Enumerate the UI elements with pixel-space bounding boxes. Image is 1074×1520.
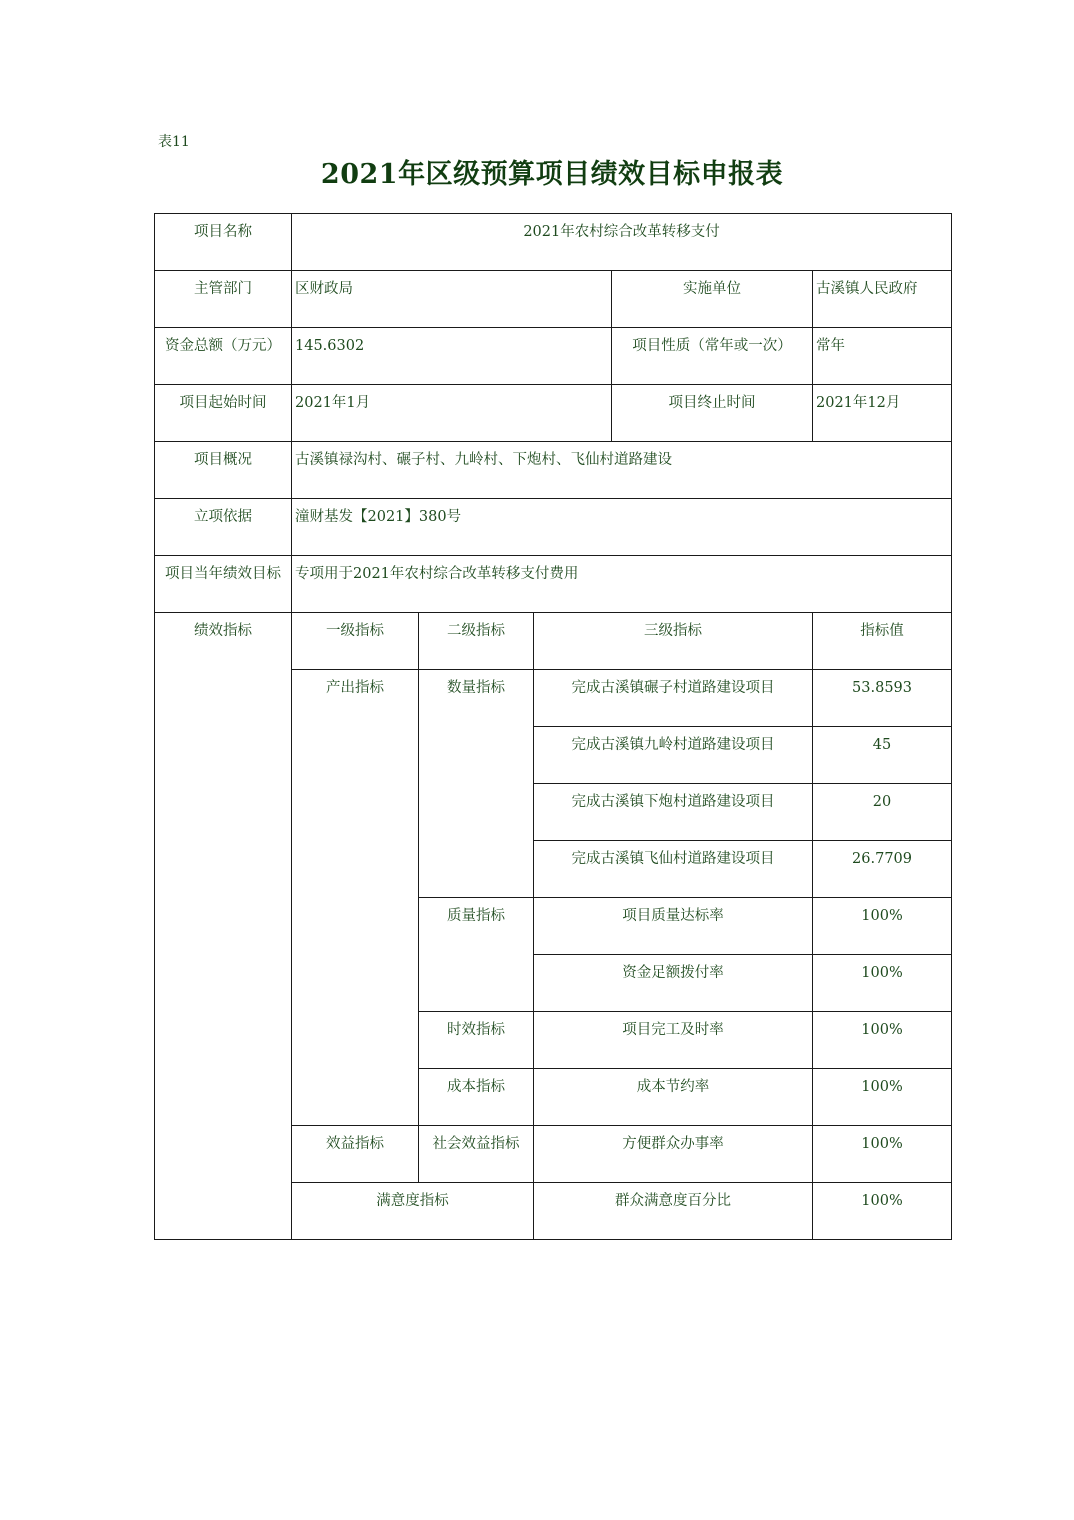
header-level1: 一级指标 — [292, 613, 419, 670]
label-project-name: 项目名称 — [155, 214, 292, 271]
cell-indicator-name: 完成古溪镇飞仙村道路建设项目 — [534, 841, 813, 898]
cell-indicator-name: 成本节约率 — [534, 1069, 813, 1126]
cell-quantity-indicator: 数量指标 — [419, 670, 534, 898]
label-department: 主管部门 — [155, 271, 292, 328]
label-implementing-unit: 实施单位 — [612, 271, 813, 328]
label-start-time: 项目起始时间 — [155, 385, 292, 442]
label-fund-total: 资金总额（万元） — [155, 328, 292, 385]
row-department — [155, 271, 952, 328]
cell-satisfaction-indicator: 满意度指标 — [292, 1183, 534, 1240]
value-implementing-unit: 古溪镇人民政府 — [813, 271, 952, 328]
cell-indicator-name: 完成古溪镇下炮村道路建设项目 — [534, 784, 813, 841]
header-value: 指标值 — [813, 613, 952, 670]
cell-indicator-value: 45 — [813, 727, 952, 784]
cell-indicator-value: 100% — [813, 1012, 952, 1069]
cell-indicator-name: 项目完工及时率 — [534, 1012, 813, 1069]
cell-output-indicator: 产出指标 — [292, 670, 419, 1126]
performance-target-form — [154, 213, 952, 1240]
cell-indicator-value: 53.8593 — [813, 670, 952, 727]
row-basis — [155, 499, 952, 556]
cell-indicator-value: 100% — [813, 1126, 952, 1183]
cell-benefit-indicator: 效益指标 — [292, 1126, 419, 1183]
cell-timeliness-indicator: 时效指标 — [419, 1012, 534, 1069]
cell-quality-indicator: 质量指标 — [419, 898, 534, 1012]
value-basis: 潼财基发【2021】380号 — [292, 499, 952, 556]
table-number: 表11 — [158, 134, 190, 150]
cell-indicator-name: 完成古溪镇碾子村道路建设项目 — [534, 670, 813, 727]
cell-indicator-name: 群众满意度百分比 — [534, 1183, 813, 1240]
label-project-nature: 项目性质（常年或一次） — [612, 328, 813, 385]
cell-indicator-value: 20 — [813, 784, 952, 841]
cell-indicator-name: 方便群众办事率 — [534, 1126, 813, 1183]
cell-indicator-value: 100% — [813, 955, 952, 1012]
cell-social-benefit-indicator: 社会效益指标 — [419, 1126, 534, 1183]
row-indicator-header — [155, 613, 952, 670]
cell-indicator-value: 100% — [813, 1069, 952, 1126]
cell-indicator-name: 项目质量达标率 — [534, 898, 813, 955]
row-project-name — [155, 214, 952, 271]
value-department: 区财政局 — [292, 271, 612, 328]
label-basis: 立项依据 — [155, 499, 292, 556]
cell-indicator-value: 100% — [813, 898, 952, 955]
value-fund-total: 145.6302 — [292, 328, 612, 385]
row-period — [155, 385, 952, 442]
value-start-time: 2021年1月 — [292, 385, 612, 442]
document-title: 2021年区级预算项目绩效目标申报表 — [320, 159, 784, 190]
value-project-nature: 常年 — [813, 328, 952, 385]
label-overview: 项目概况 — [155, 442, 292, 499]
value-annual-goal: 专项用于2021年农村综合改革转移支付费用 — [292, 556, 952, 613]
header-level3: 三级指标 — [534, 613, 813, 670]
cell-indicator-value: 26.7709 — [813, 841, 952, 898]
cell-indicator-name: 资金足额拨付率 — [534, 955, 813, 1012]
value-end-time: 2021年12月 — [813, 385, 952, 442]
cell-indicator-name: 完成古溪镇九岭村道路建设项目 — [534, 727, 813, 784]
label-annual-goal: 项目当年绩效目标 — [155, 556, 292, 613]
label-end-time: 项目终止时间 — [612, 385, 813, 442]
row-goal — [155, 556, 952, 613]
cell-cost-indicator: 成本指标 — [419, 1069, 534, 1126]
label-performance-indicators: 绩效指标 — [155, 613, 292, 1240]
value-project-name: 2021年农村综合改革转移支付 — [292, 214, 952, 271]
cell-indicator-value: 100% — [813, 1183, 952, 1240]
value-overview: 古溪镇禄沟村、碾子村、九岭村、下炮村、飞仙村道路建设 — [292, 442, 952, 499]
row-fund — [155, 328, 952, 385]
row-overview — [155, 442, 952, 499]
header-level2: 二级指标 — [419, 613, 534, 670]
